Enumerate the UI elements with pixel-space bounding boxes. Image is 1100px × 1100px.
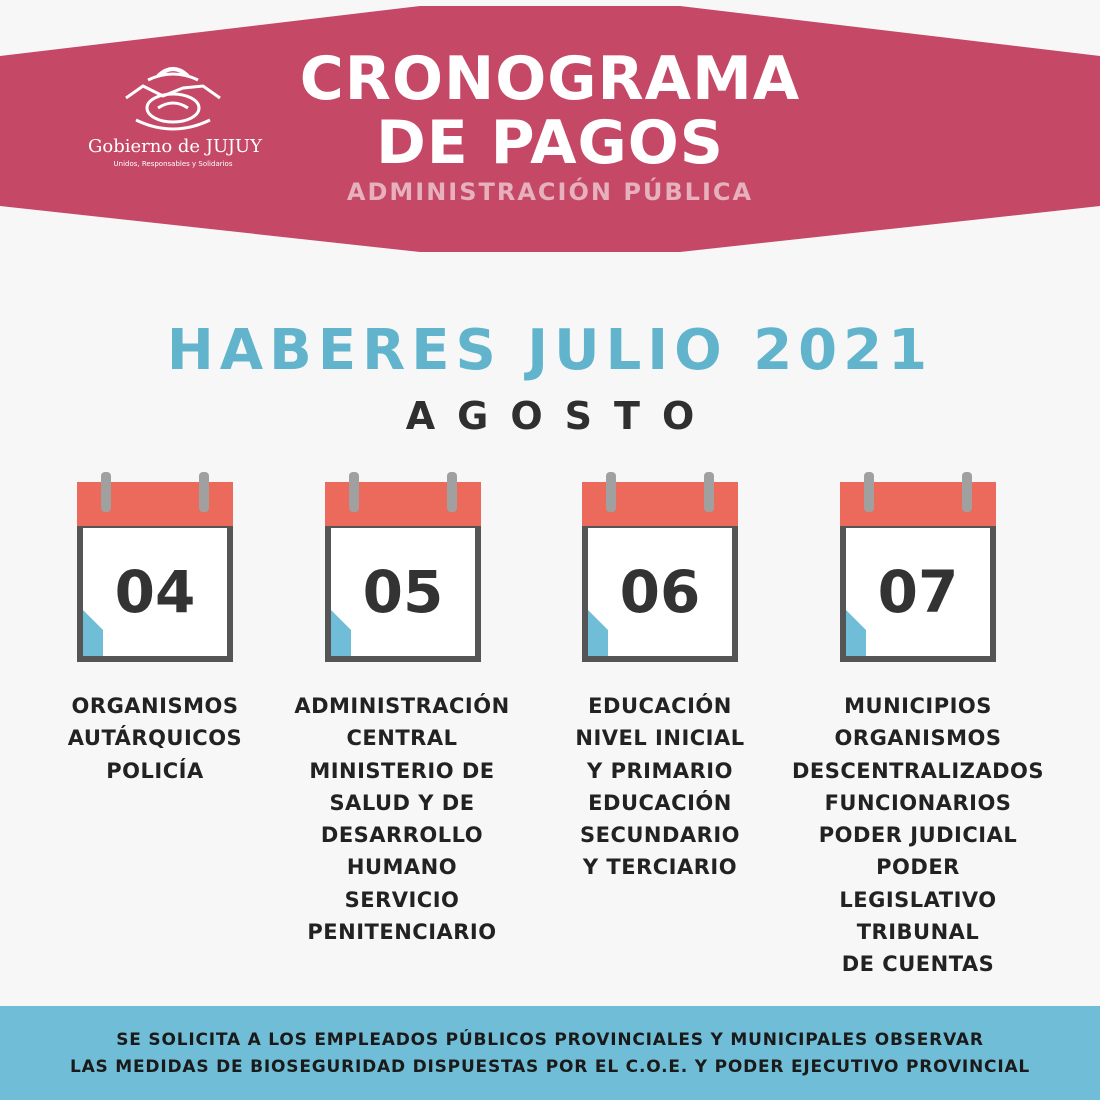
description-day-06 — [530, 690, 790, 884]
description-line: MUNICIPIOS — [844, 694, 992, 718]
description-line: ORGANISMOS — [71, 694, 239, 718]
description-line: PODER — [876, 855, 960, 880]
description-line: PODER JUDICIAL — [818, 823, 1018, 848]
calendar-day-number: 07 — [877, 558, 959, 626]
page-subtitle: ADMINISTRACIÓN PÚBLICA — [346, 178, 754, 206]
calendar-day-05 — [323, 470, 483, 665]
description-line: POLICÍA — [106, 758, 204, 783]
description-line: LEGISLATIVO — [839, 887, 997, 912]
description-line: HUMANO — [346, 855, 458, 880]
description-line: SERVICIO — [344, 887, 460, 912]
calendar-day-04 — [75, 470, 235, 665]
header-banner — [0, 0, 1100, 260]
section-heading: HABERES JULIO 2021 — [166, 318, 934, 383]
description-line: AUTÁRQUICOS — [67, 726, 243, 751]
calendar-day-number: 06 — [619, 558, 701, 626]
month-label: AGOSTO — [405, 394, 717, 438]
description-line: FUNCIONARIOS — [824, 790, 1012, 815]
description-line: NIVEL INICIAL — [575, 726, 745, 751]
description-line: TRIBUNAL — [856, 920, 980, 945]
footer-notice-line2: LAS MEDIDAS DE BIOSEGURIDAD DISPUESTAS POR EL C.O.E. Y PODER EJECUTIVO PROVINCIAL — [69, 1057, 1031, 1077]
description-line: ORGANISMOS — [834, 726, 1002, 751]
description-line: PENITENCIARIO — [307, 920, 497, 945]
footer-banner — [0, 1006, 1100, 1100]
description-line: SALUD Y DE — [329, 790, 475, 815]
description-line: MINISTERIO DE — [309, 758, 495, 783]
description-day-05 — [272, 690, 532, 948]
logo-motto: Unidos, Responsables y Solidarios — [113, 160, 233, 168]
description-line: SECUNDARIO — [579, 823, 741, 848]
page-title-line2: DE PAGOS — [375, 108, 725, 178]
description-line: Y PRIMARIO — [587, 758, 733, 783]
calendar-day-06 — [580, 470, 740, 665]
description-line: DESCENTRALIZADOS — [791, 758, 1045, 783]
description-line: DE CUENTAS — [841, 952, 995, 977]
calendar-day-number: 04 — [114, 558, 196, 626]
calendar-day-07 — [838, 470, 998, 665]
description-line: DESARROLLO — [320, 823, 484, 848]
description-line: ADMINISTRACIÓN — [294, 694, 510, 718]
footer-notice-line1: SE SOLICITA A LOS EMPLEADOS PÚBLICOS PROVINCIALES Y MUNICIPALES OBSERVAR — [116, 1030, 984, 1050]
handshake-logo-icon — [88, 58, 258, 138]
description-line: Y TERCIARIO — [582, 855, 738, 880]
government-logo — [88, 58, 262, 178]
logo-name: Gobierno de JUJUY — [88, 136, 262, 157]
description-line: EDUCACIÓN — [588, 694, 732, 718]
description-line: CENTRAL — [346, 726, 458, 751]
page-title-line1: CRONOGRAMA — [299, 44, 801, 114]
description-line: EDUCACIÓN — [588, 790, 732, 815]
description-day-07 — [778, 690, 1058, 981]
calendar-day-number: 05 — [362, 558, 444, 626]
description-day-04 — [25, 690, 285, 787]
